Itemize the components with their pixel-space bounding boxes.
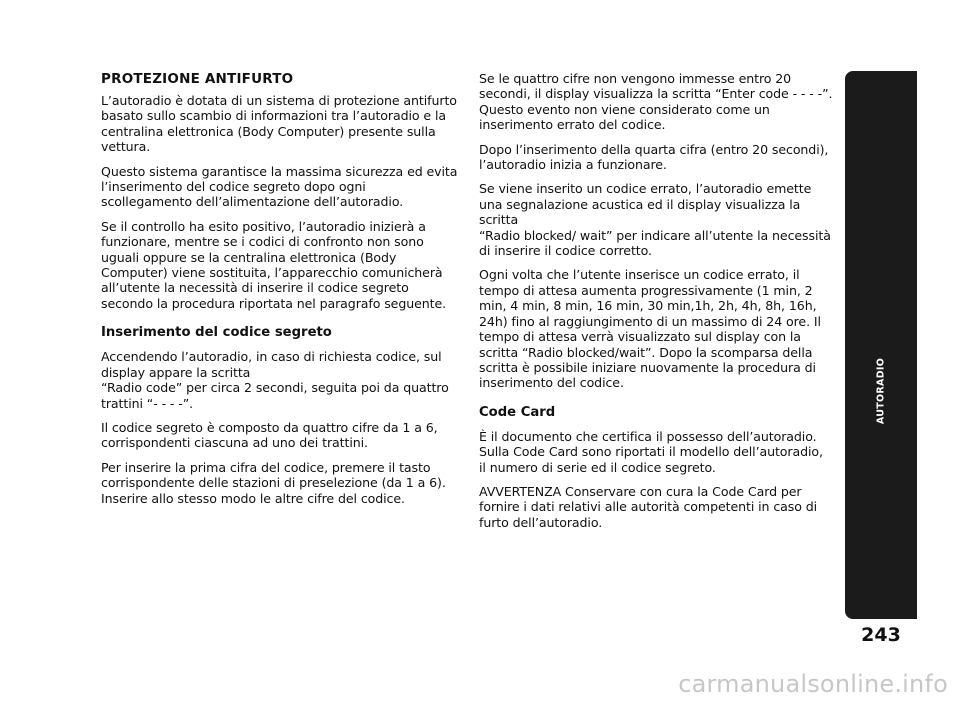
paragraph: Se il controllo ha esito positivo, l’autoradio inizierà a funzionare, mentre se i codici di confronto non sono uguali oppure se la centralina elettronica (Body Computer) viene sostituita, l’apparecchio comunicherà all’utente la necessità di inserire il codice segreto secondo la procedura riportata nel paragrafo seguente.	[101, 218, 447, 311]
paragraph: Il codice segreto è composto da quattro cifre da 1 a 6, corrispondenti ciascuna ad uno dei trattini.	[101, 419, 438, 451]
chapter-tab	[845, 71, 917, 619]
page-number: 243	[861, 624, 901, 646]
paragraph: AVVERTENZA Conservare con cura la Code Card per fornire i dati relativi alle autorità competenti in caso di furto dell’autoradio.	[479, 483, 818, 530]
right-column	[479, 71, 834, 539]
paragraph: Se le quattro cifre non vengono immesse entro 20 secondi, il display visualizza la scritta “Enter code - - - -”. Questo evento non viene considerato come un inserimento errato del codice.	[479, 71, 833, 133]
paragraph: Dopo l’inserimento della quarta cifra (entro 20 secondi), l’autoradio inizia a funzionare.	[479, 141, 829, 173]
paragraph: Questo sistema garantisce la massima sicurezza ed evita l’inserimento del codice segreto dopo ogni scollegamento dell’alimentazione dell’autoradio.	[101, 163, 458, 210]
left-column	[101, 71, 466, 515]
section-heading-protezione-antifurto: PROTEZIONE ANTIFURTO	[101, 71, 294, 87]
paragraph: È il documento che certifica il possesso dell’autoradio. Sulla Code Card sono riportati il modello dell’autoradio, il numero di serie ed il codice segreto.	[479, 428, 823, 475]
subheading-inserimento-codice: Inserimento del codice segreto	[101, 325, 332, 341]
watermark: carmanualsonline.info	[678, 670, 948, 698]
paragraph: Ogni volta che l’utente inserisce un codice errato, il tempo di attesa aumenta progressivamente (1 min, 2 min, 4 min, 8 min, 16 min, 30 min,1h, 2h, 4h, 8h, 16h, 24h) fino al raggiungimento di un massimo di 24 ore. Il tempo di attesa verrà visualizzato sul display con la scritta “Radio blocked/wait”. Dopo la scomparsa della scritta è possibile iniziare nuovamente la procedura di inserimento del codice.	[479, 267, 821, 391]
paragraph: Per inserire la prima cifra del codice, premere il tasto corrispondente delle stazioni di preselezione (da 1 a 6). Inserire allo stesso modo le altre cifre del codice.	[101, 459, 446, 506]
subheading-code-card: Code Card	[479, 404, 556, 420]
paragraph: L’autoradio è dotata di un sistema di protezione antifurto basato sullo scambio di informazioni tra l’autoradio e la centralina elettronica (Body Computer) presente sulla vettura.	[101, 93, 457, 155]
paragraph: Accendendo l’autoradio, in caso di richiesta codice, sul display appare la scritta “Radio code” per circa 2 secondi, seguita poi da quattro trattini “- - - -”.	[101, 349, 449, 411]
chapter-tab-label: AUTORADIO	[875, 357, 887, 425]
paragraph: Se viene inserito un codice errato, l’autoradio emette una segnalazione acustica ed il display visualizza la scritta “Radio blocked/ wait” per indicare all’utente la necessità di inserire il codice corretto.	[479, 181, 831, 259]
